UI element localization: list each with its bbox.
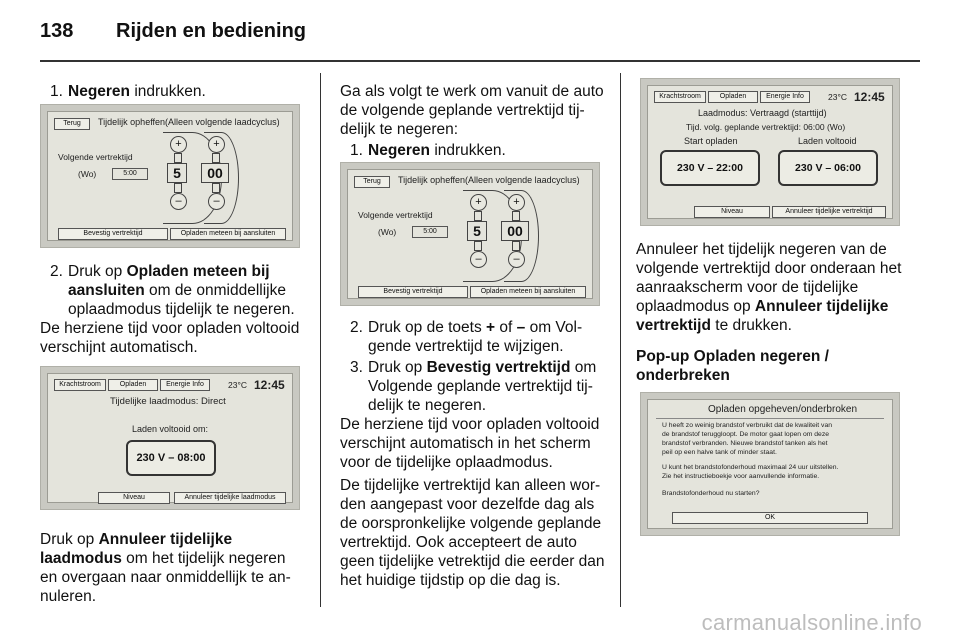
minus-icon: –	[470, 251, 487, 268]
minus-icon: –	[508, 251, 525, 268]
minus-icon: –	[170, 193, 187, 210]
col1-para-2: Druk op Annuleer tijdelijke laadmodus om het tijdelijk negeren en overgaan naar onmiddellijk te annuleren.	[40, 531, 291, 605]
col3-heading: Pop-up Opladen negeren / onderbreken	[636, 348, 829, 384]
screen-override-1: Terug Tijdelijk opheffen(Alleen volgende laadcyclus) Volgende vertrektijd (Wo) 5:00 + 5 – + 00 – Bevestig vertrektijd Opladen meteen bij aansluiten	[40, 104, 300, 248]
page-title: Rijden en bediening	[116, 20, 307, 42]
back-button: Terug	[54, 118, 90, 130]
col1-step-2: 2. Druk op Opladen meteen bij aansluiten om de onmiddellijke oplaadmodus tijdelijk te negeren.	[50, 263, 295, 318]
col2-para-2: De tijdelijke vertrektijd kan alleen worden aangepast voor dezelfde dag als de oorspronkelijke volgende geplande vertrektijd. Ook accepteert de auto geen tijdelijke vetrektijd die eerder dan het huidige tijdstip op die dag is.	[340, 477, 605, 589]
col3-para-1: Annuleer het tijdelijk negeren van de volgende vertrektijd door onderaan het aanraakscherm voor de tijdelijke oplaadmodus op Annuleer tijdelijke vertrektijd te drukken.	[636, 241, 902, 334]
col2-para-1: De herziene tijd voor opladen voltooid verschijnt automatisch in het scherm voor de tijdelijke oplaadmodus.	[340, 416, 600, 471]
plus-icon: +	[470, 194, 487, 211]
back-button: Terug	[354, 176, 390, 188]
column-divider-2	[620, 73, 621, 607]
col2-step-1: 1. Negeren indrukken.	[350, 142, 506, 159]
col1-para-1: De herziene tijd voor opladen voltooid verschijnt automatisch.	[40, 320, 300, 356]
column-divider-1	[320, 73, 321, 607]
minus-icon: –	[208, 193, 225, 210]
col2-intro: Ga als volgt te werk om vanuit de auto de volgende geplande vertrektijd tijdelijk te negeren:	[340, 83, 604, 138]
plus-icon: +	[208, 136, 225, 153]
page-number: 138	[40, 20, 74, 42]
plus-icon: +	[170, 136, 187, 153]
header-rule	[40, 60, 920, 62]
col1-step-1: 1. Negeren indrukken.	[50, 83, 206, 100]
screen-delayed: Krachtstroom Opladen Energie Info 23°C 12:45 Laadmodus: Vertraagd (starttijd) Tijd. volg. geplande vertrektijd: 06:00 (Wo) Start opladen Laden voltooid 230 V – 22:00 230 V – 06:00 Niveau Annuleer tijdelijke vertrektijd	[640, 78, 900, 226]
col2-step-2: 2. Druk op de toets + of – om Volgende vertrektijd te wijzigen.	[350, 319, 583, 355]
column-3	[636, 240, 906, 385]
screen-direct: Krachtstroom Opladen Energie Info 23°C 12:45 Tijdelijke laadmodus: Direct Laden voltooid om: 230 V – 08:00 Niveau Annuleer tijdelijke laadmodus	[40, 366, 300, 510]
col2-step-3: 3. Druk op Bevestig vertrektijd om Volgende geplande vertrektijd tijdelijk te negeren.	[350, 359, 597, 414]
watermark: carmanualsonline.info	[701, 610, 922, 635]
column-1	[40, 82, 302, 101]
page-header	[40, 20, 306, 43]
column-2	[340, 82, 606, 160]
plus-icon: +	[508, 194, 525, 211]
screen-popup: Opladen opgeheven/onderbroken U heeft zo weinig brandstof verbruikt dat de kwaliteit van de brandstof teruggloopt. De motor gaat lopen om deze brandstof verbranden. Nieuwe brandstof tanken als het peil op een halve tank of minder staat. U kunt het brandstofonderhoud maximaal 24 uur uitstellen. Zie het instructieboekje voor aanvullende informatie. Brandstofonderhoud nu starten? OK	[640, 392, 900, 536]
screen-override-2: Terug Tijdelijk opheffen(Alleen volgende laadcyclus) Volgende vertrektijd (Wo) 5:00 + 5 – + 00 – Bevestig vertrektijd Opladen meteen bij aansluiten	[340, 162, 600, 306]
